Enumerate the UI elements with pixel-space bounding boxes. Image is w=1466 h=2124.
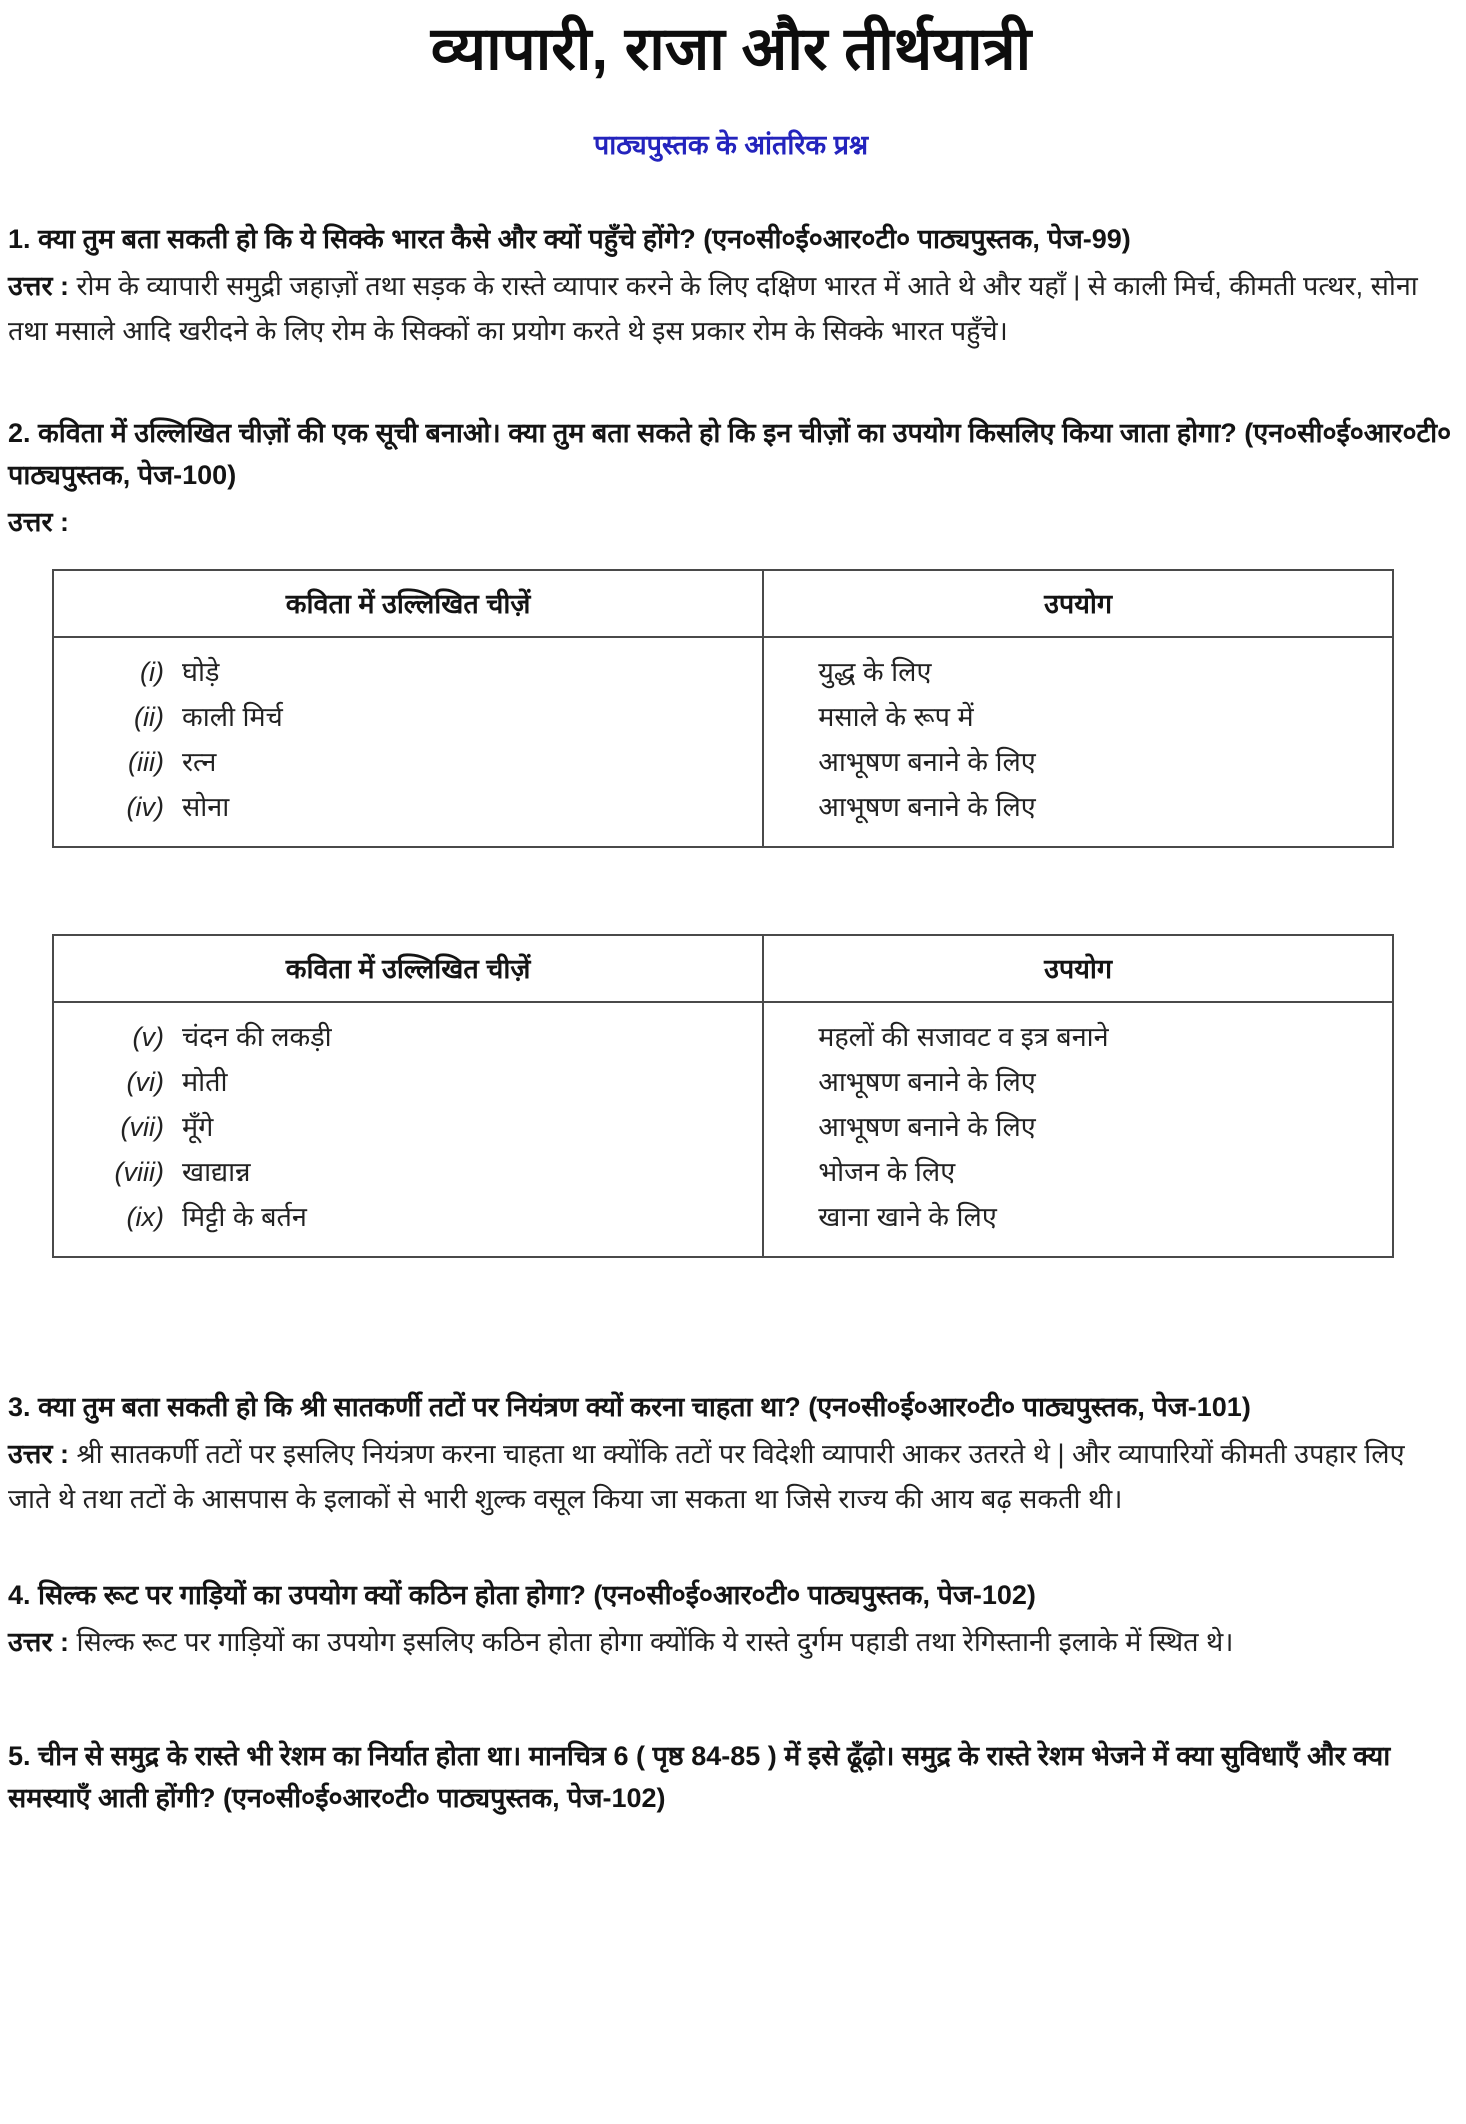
row-numeral: (ix) <box>126 1202 164 1232</box>
use-cell: मसाले के रूप में <box>818 702 974 732</box>
item-cell <box>53 695 763 740</box>
item-cell <box>53 785 763 847</box>
answer-3-label: उत्तर : <box>8 1439 69 1469</box>
table-2-header-row <box>53 935 1393 1002</box>
use-cell: आभूषण बनाने के लिए <box>818 1067 1036 1097</box>
row-item: मोती <box>182 1067 228 1097</box>
item-cell <box>53 1105 763 1150</box>
answer-3 <box>8 1432 1454 1522</box>
table-row <box>53 785 1393 847</box>
answer-1-label: उत्तर : <box>8 271 69 301</box>
use-cell: आभूषण बनाने के लिए <box>818 1112 1036 1142</box>
table-row <box>53 740 1393 785</box>
row-numeral: (vii) <box>120 1112 164 1142</box>
items-table-1 <box>52 569 1394 848</box>
use-cell: आभूषण बनाने के लिए <box>818 747 1036 777</box>
use-cell: भोजन के लिए <box>818 1157 956 1187</box>
row-numeral: (vi) <box>126 1067 164 1097</box>
item-cell <box>53 1150 763 1195</box>
table-row <box>53 695 1393 740</box>
answer-4-text: सिल्क रूट पर गाड़ियों का उपयोग इसलिए कठिन होता होगा क्योंकि ये रास्ते दुर्गम पहाडी तथा रेगिस्तानी इलाके में स्थित थे। <box>76 1627 1234 1657</box>
page-subtitle: पाठ्यपुस्तक के आंतरिक प्रश्न <box>593 130 869 160</box>
answer-1-text: रोम के व्यापारी समुद्री जहाज़ों तथा सड़क के रास्ते व्यापार करने के लिए दक्षिण भारत में आते थे और यहाँ | से काली मिर्च, कीमती पत्थर, सोना तथा मसाले आदि खरीदने के लिए रोम के सिक्कों का प्रयोग करते थे इस प्रकार रोम के सिक्के भारत पहुँचे। <box>8 271 1418 346</box>
row-numeral: (iii) <box>128 747 164 777</box>
use-cell: युद्ध के लिए <box>818 657 932 687</box>
answer-4-label: उत्तर : <box>8 1627 69 1657</box>
use-cell: खाना खाने के लिए <box>818 1202 997 1232</box>
table-row <box>53 1150 1393 1195</box>
item-cell <box>53 1195 763 1257</box>
row-numeral: (ii) <box>134 702 164 732</box>
question-4: 4. सिल्क रूट पर गाड़ियों का उपयोग क्यों कठिन होता होगा? (एन०सी०ई०आर०टी० पाठ्यपुस्तक, पेज-102) <box>8 1580 1036 1610</box>
row-numeral: (viii) <box>114 1157 164 1187</box>
row-item: मूँगे <box>182 1112 214 1142</box>
qa-section-5 <box>8 1735 1454 1819</box>
item-cell <box>53 1060 763 1105</box>
qa-section-4 <box>8 1574 1454 1665</box>
question-3: 3. क्या तुम बता सकती हो कि श्री सातकर्णी तटों पर नियंत्रण क्यों करना चाहता था? (एन०सी०ई०आर०टी० पाठ्यपुस्तक, पेज-101) <box>8 1392 1251 1422</box>
row-item: घोड़े <box>182 657 220 687</box>
table-1-header-items: कविता में उल्लिखित चीज़ें <box>53 570 763 637</box>
item-cell <box>53 740 763 785</box>
answer-3-text: श्री सातकर्णी तटों पर इसलिए नियंत्रण करना चाहता था क्योंकि तटों पर विदेशी व्यापारी आकर उतरते थे | और व्यापारियों कीमती उपहार लिए जाते थे तथा तटों के आसपास के इलाकों से भारी शुल्क वसूल किया जा सकता था जिसे राज्य की आय बढ़ सकती थी। <box>8 1439 1405 1514</box>
qa-section-1 <box>8 218 1454 354</box>
row-item: सोना <box>182 792 230 822</box>
question-5: 5. चीन से समुद्र के रास्ते भी रेशम का निर्यात होता था। मानचित्र 6 ( पृष्ठ 84-85 ) में इसे ढूँढ़ो। समुद्र के रास्ते रेशम भेजने में क्या सुविधाएँ और क्या समस्याएँ आती होंगी? (एन०सी०ई०आर०टी० पाठ्यपुस्तक, पेज-102) <box>8 1741 1391 1813</box>
qa-section-2 <box>8 412 1454 1258</box>
question-1: 1. क्या तुम बता सकती हो कि ये सिक्के भारत कैसे और क्यों पहुँचे होंगे? (एन०सी०ई०आर०टी० पाठ्यपुस्तक, पेज-99) <box>8 224 1131 254</box>
answer-1 <box>8 264 1454 354</box>
row-item: रत्न <box>182 747 217 777</box>
table-2-header-use: उपयोग <box>763 935 1393 1002</box>
items-table-2 <box>52 934 1394 1258</box>
row-item: चंदन की लकड़ी <box>182 1022 332 1052</box>
row-numeral: (iv) <box>126 792 164 822</box>
question-2: 2. कविता में उल्लिखित चीज़ों की एक सूची बनाओ। क्या तुम बता सकते हो कि इन चीज़ों का उपयोग किसलिए किया जाता होगा? (एन०सी०ई०आर०टी० पाठ्यपुस्तक, पेज-100) <box>8 418 1452 490</box>
table-1-header-use: उपयोग <box>763 570 1393 637</box>
answer-4 <box>8 1620 1454 1665</box>
page-title: व्यापारी, राजा और तीर्थयात्री <box>430 15 1032 82</box>
row-numeral: (i) <box>140 657 164 687</box>
table-row <box>53 1002 1393 1060</box>
answer-2-label: उत्तर : <box>8 507 69 537</box>
table-row <box>53 1195 1393 1257</box>
table-2-header-items: कविता में उल्लिखित चीज़ें <box>53 935 763 1002</box>
table-row <box>53 1060 1393 1105</box>
use-cell: आभूषण बनाने के लिए <box>818 792 1036 822</box>
table-1-header-row <box>53 570 1393 637</box>
qa-section-3 <box>8 1386 1454 1522</box>
row-numeral: (v) <box>132 1022 164 1052</box>
use-cell: महलों की सजावट व इत्र बनाने <box>818 1022 1109 1052</box>
row-item: मिट्टी के बर्तन <box>182 1202 307 1232</box>
item-cell <box>53 637 763 695</box>
table-row <box>53 637 1393 695</box>
row-item: काली मिर्च <box>182 702 283 732</box>
table-row <box>53 1105 1393 1150</box>
row-item: खाद्यान्न <box>182 1157 251 1187</box>
item-cell <box>53 1002 763 1060</box>
